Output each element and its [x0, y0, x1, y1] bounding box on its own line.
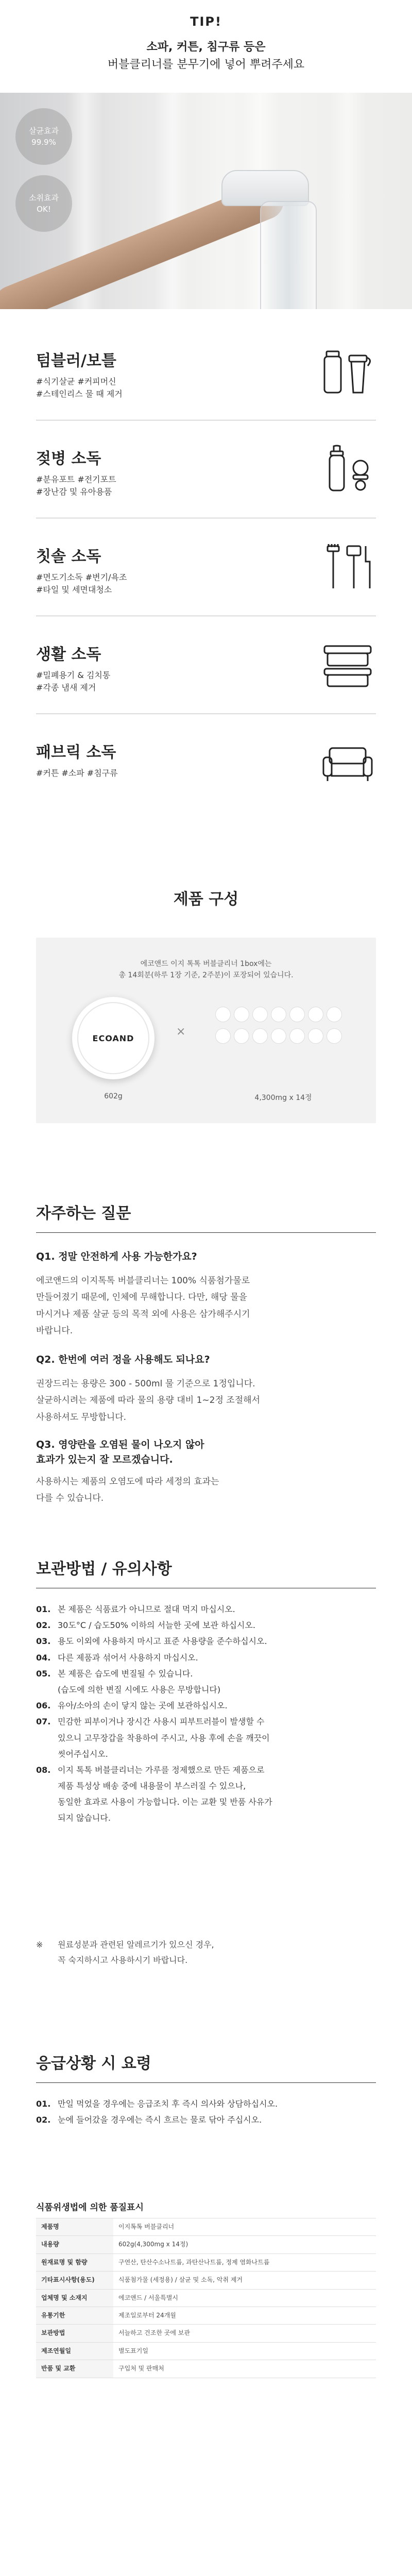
tablet-icon [289, 1007, 305, 1022]
table-row: 업체명 및 소재지 에코앤드 / 서울특별시 [36, 2289, 376, 2307]
usage-item: 패브릭 소독 #커튼 #소파 #침구류 [21, 721, 391, 806]
tablet-icon [234, 1028, 249, 1044]
tablet-icon [234, 1007, 249, 1022]
tablet-icon [271, 1007, 286, 1022]
tablet-icon [252, 1007, 268, 1022]
faq-title: 자주하는 질문 [36, 1205, 131, 1223]
list-item: 02. 눈에 들어갔을 경우에는 즉시 흐르는 물로 닦아 주십시오. [36, 2115, 262, 2125]
list-item: 06. 유아/소아의 손이 닿지 않는 곳에 보관하십시오. [36, 1701, 228, 1711]
spray-photo [0, 93, 412, 309]
list-item: 02. 30도°C / 습도50% 이하의 서늘한 곳에 보관 하십시오. [36, 1620, 255, 1631]
usage-item: 생활 소독 #밀폐용기 & 김치통 #각종 냄새 제거 [21, 623, 391, 708]
times-symbol: × [176, 1025, 186, 1038]
table-row: 제품명 이지톡톡 버블클리너 [36, 2218, 376, 2236]
tablet-icon [215, 1028, 231, 1044]
baby-bottle-pacifier-icon [319, 443, 376, 495]
storage-section [0, 1546, 412, 2009]
table-row: 보관방법 서늘하고 건조한 곳에 보관 [36, 2325, 376, 2342]
table-row: 반품 및 교환 구입처 및 판매처 [36, 2360, 376, 2378]
composition-box [36, 938, 376, 1123]
tablet-icon [308, 1007, 323, 1022]
usage-section [0, 319, 412, 835]
tip-section [0, 0, 412, 309]
tablet-icon [252, 1028, 268, 1044]
emergency-list [36, 2096, 376, 2128]
list-item: 07. 민감한 피부이거나 장시간 사용시 피부트러블이 발생할 수 있으니 고무장갑을 착용하여 주시고, 사용 후에 손을 깨끗이 씻어주십시오. [36, 1717, 270, 1759]
tub-weight-caption: 602g [104, 1092, 123, 1100]
tablet-icon [215, 1007, 231, 1022]
tablet-icon [271, 1028, 286, 1044]
tablet-icon [327, 1028, 342, 1044]
table-row: 기타표시사항(용도) 식품첨가물 (세정용) / 살균 및 소독, 악취 제거 [36, 2272, 376, 2289]
tablet-grid [214, 1005, 348, 1048]
composition-title: 제품 구성 [173, 890, 239, 908]
faq-question: Q2. 한번에 여러 정을 사용해도 되나요? [36, 1354, 210, 1365]
emergency-section [0, 2040, 412, 2174]
tip-line-2: 버블클리너를 분무기에 넣어 뿌려주세요 [107, 58, 305, 71]
faq-answer: 사용하시는 제품의 오염도에 따라 세정의 효과는 다를 수 있습니다. [36, 1477, 219, 1504]
toothbrush-razor-icon [319, 541, 376, 592]
product-tub-image: ECOAND [72, 997, 154, 1079]
table-row: 원재료명 및 함량 구연산, 탄산수소나트륨, 과탄산나트륨, 정제 염화나트륨 [36, 2253, 376, 2271]
faq-question: Q1. 정말 안전하게 사용 가능한가요? [36, 1251, 197, 1262]
storage-note: ※ 원료성분과 관련된 알레르기가 있으신 경우, 꼭 숙지하시고 사용하시기 바랍니다. [36, 1940, 214, 1965]
badge-sterilize: 살균효과 99.9% [15, 108, 72, 165]
tablet-icon [308, 1028, 323, 1044]
list-item: 01. 본 제품은 식품료가 아니므로 절대 먹지 마십시오. [36, 1604, 235, 1614]
usage-item: 칫솔 소독 #면도기소독 #변기/욕조 #타일 및 세면대청소 [21, 526, 391, 611]
sofa-icon [319, 737, 376, 788]
composition-section [0, 871, 412, 1159]
tip-title: TIP! [190, 14, 222, 29]
emergency-title: 응급상황 시 요령 [36, 2055, 151, 2073]
list-item: 04. 다른 제품과 섞어서 사용하지 마십시오. [36, 1652, 198, 1663]
label-title: 식품위생법에 의한 품질표시 [36, 2202, 144, 2213]
table-row: 내용량 602g(4,300mg x 14정) [36, 2236, 376, 2253]
list-item: 05. 본 제품은 습도에 변질될 수 있습니다. (습도에 의한 변질 시에도 사용은 무방합니다) [36, 1668, 221, 1694]
label-section [0, 2195, 412, 2504]
table-row: 유통기한 제조일로부터 24개월 [36, 2307, 376, 2324]
list-item: 03. 용도 이외에 사용하지 마시고 표준 사용량을 준수하십시오. [36, 1636, 267, 1647]
list-item: 08. 이지 톡톡 버블클리너는 가루를 정제했으로 만든 제품으로 제품 특성상 배송 중에 내용물이 부스러질 수 있으나, 동일한 효과로 사용이 가능합니다. 이는 교환 및 반품 사유가 되지 않습니다. [36, 1765, 272, 1823]
table-row: 제조연월일 별도표기일 [36, 2342, 376, 2360]
faq-question: Q3. 영양란을 오염된 물이 나오지 않아 효과가 있는지 잘 모르겠습니다. [36, 1439, 204, 1466]
tablet-caption: 4,300mg x 14정 [254, 1094, 312, 1102]
faq-answer: 권장드리는 용량은 300 - 500ml 물 기준으로 1정입니다. 살균하시려는 제품에 따라 물의 용량 대비 1~2정 조절해서 사용하셔도 무방합니다. [36, 1379, 260, 1422]
tip-line-1: 소파, 커튼, 침구류 등은 [146, 41, 266, 54]
label-table [36, 2218, 376, 2378]
food-container-icon [319, 639, 376, 690]
usage-item: 젖병 소독 #분유포트 #전기포트 #장난감 및 유아용품 [21, 428, 391, 513]
storage-list [36, 1601, 376, 1826]
tablet-icon [289, 1028, 305, 1044]
list-item: 01. 만일 먹었을 경우에는 응급조치 후 즉시 의사와 상담하십시오. [36, 2099, 278, 2109]
faq-answer: 에코앤드의 이지톡톡 버블클리너는 100% 식품첨가물로 만들어졌기 때문에, 인체에 무해합니다. 다만, 해당 물을 마시거나 제품 살균 등의 목적 외에 사용은 삼가해주시기 바랍니다. [36, 1276, 250, 1336]
tumbler-bottle-icon [319, 345, 376, 397]
storage-title: 보관방법 / 유의사항 [36, 1560, 172, 1578]
badge-deodorize: 소취효과 OK! [15, 175, 72, 232]
composition-desc: 에코앤드 이지 톡톡 버블클리너 1box에는 총 14회분(하루 1장 기준, 2주분)이 포장되어 있습니다. [118, 960, 294, 980]
spray-bottle-image [260, 201, 317, 309]
tablet-icon [327, 1007, 342, 1022]
usage-item: 텀블러/보틀 #식기살균 #커피머신 #스테인리스 물 때 제거 [21, 330, 391, 415]
